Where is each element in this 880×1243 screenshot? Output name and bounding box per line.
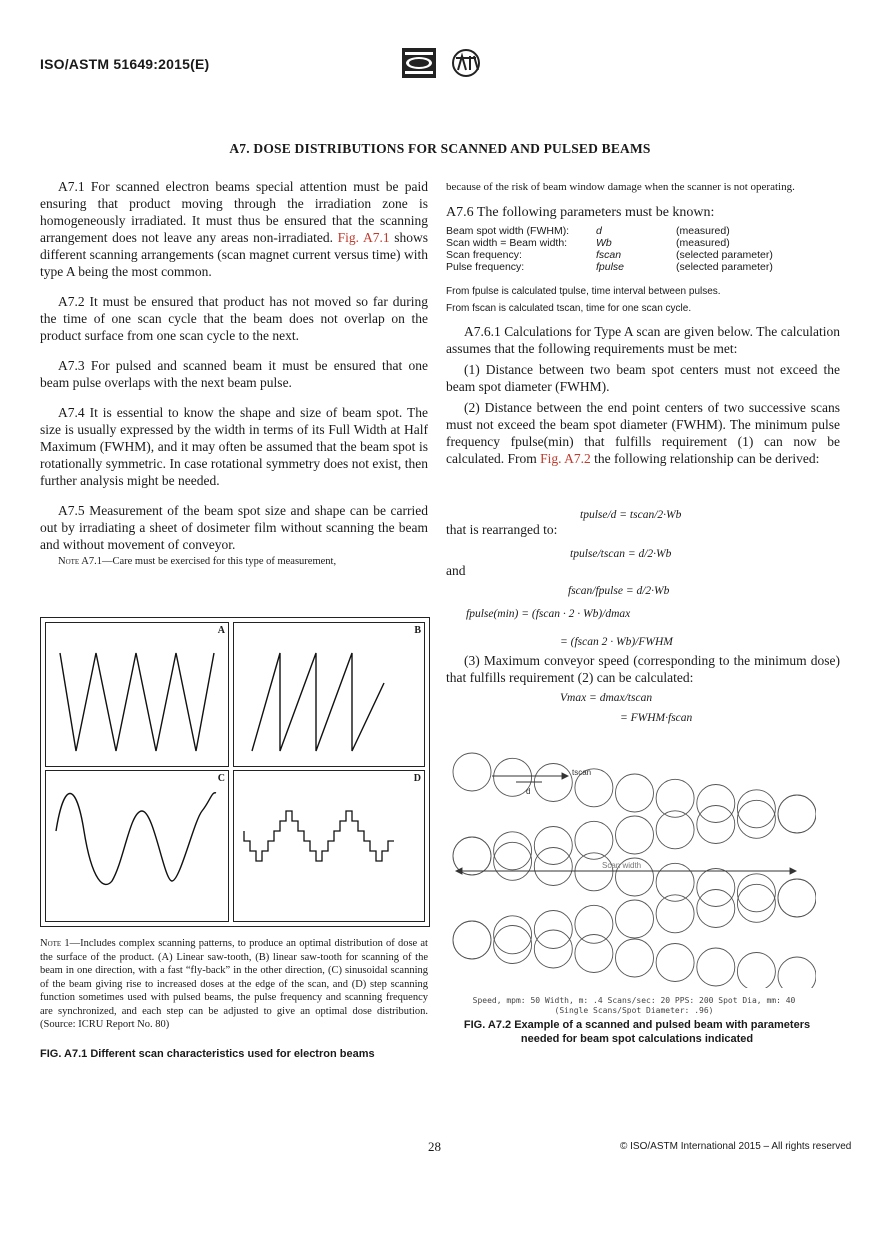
figure-a7-1 xyxy=(40,617,430,927)
panel-c xyxy=(45,770,229,922)
beam-spot xyxy=(697,890,735,928)
beam-spot xyxy=(453,753,491,791)
beam-spot xyxy=(616,816,654,854)
tscan-label: tscan xyxy=(572,768,592,777)
fig-a7-2-readout: Speed, mpm: 50 Width, m: .4 Scans/sec: 20 PPS: 200 Spot Dia, mm: 40 (Single Scans/Spot Diameter: .96) xyxy=(472,996,796,1015)
beam-spot xyxy=(575,853,613,891)
arrow-right-icon xyxy=(790,868,796,874)
from-scan: From fscan is calculated tscan, time for one scan cycle. xyxy=(446,303,692,314)
beam-spot xyxy=(534,930,572,968)
equation-1: tpulse/d = tscan/2·Wb xyxy=(580,509,682,521)
panel-b xyxy=(233,622,425,767)
copyright: © ISO/ASTM International 2015 – All rights reserved xyxy=(620,1141,852,1152)
beam-spot xyxy=(656,811,694,849)
beam-spot xyxy=(778,879,816,917)
panel-label-c: C xyxy=(217,773,225,784)
beam-spot xyxy=(737,953,775,989)
iso-logo-icon xyxy=(402,48,436,78)
beam-spot xyxy=(494,926,532,964)
beam-spot xyxy=(656,863,694,901)
figure-a7-2-diagram xyxy=(452,744,816,988)
scan-width-label: Scan width xyxy=(602,861,642,870)
section-title: A7. DOSE DISTRIBUTIONS FOR SCANNED AND PULSED BEAMS xyxy=(229,141,651,156)
fig-a7-1-caption: FIG. A7.1 Different scan characteristics used for electron beams xyxy=(40,1048,375,1060)
beam-spot xyxy=(697,948,735,986)
panel-label-a: A xyxy=(217,625,225,636)
sawtooth-plot-b xyxy=(234,623,424,766)
param-row: Pulse frequency: fpulse (selected parameter) xyxy=(446,261,773,273)
beam-spot xyxy=(737,790,775,828)
beam-spot xyxy=(616,774,654,812)
note-a7-1: Note A7.1—Care must be exercised for this type of measurement, xyxy=(58,556,337,567)
req-1: (1) Distance between two beam spot centers must not exceed the beam spot diameter (FWHM). xyxy=(446,362,840,394)
beam-spot xyxy=(534,848,572,886)
panel-label-d: D xyxy=(413,773,421,784)
equation-6: Vmax = dmax/tscan xyxy=(560,692,653,704)
beam-spot xyxy=(575,935,613,973)
beam-spot xyxy=(534,911,572,949)
beam-spot xyxy=(453,921,491,959)
beam-spot-circles xyxy=(453,753,816,988)
and-label: and xyxy=(446,563,466,578)
beam-spot xyxy=(737,800,775,838)
equation-4: fpulse(min) = (fscan · 2 · Wb)/dmax xyxy=(466,608,631,620)
equation-7: = FWHM·fscan xyxy=(620,712,693,724)
beam-spot xyxy=(575,821,613,859)
d-label: d xyxy=(526,787,531,796)
step-plot-d xyxy=(234,771,424,921)
sine-plot-c xyxy=(46,771,228,921)
para-a7-6-1: A7.6.1 Calculations for Type A scan are given below. The calculation assumes that the following requirements must be met: xyxy=(446,324,840,356)
parameter-table xyxy=(446,225,786,273)
beam-spot xyxy=(697,806,735,844)
beam-spot xyxy=(616,939,654,977)
beam-spot xyxy=(656,895,694,933)
document-id: ISO/ASTM 51649:2015(E) xyxy=(40,56,210,72)
astm-logo-icon xyxy=(453,50,479,76)
page-number: 28 xyxy=(428,1139,441,1154)
beam-spot xyxy=(616,900,654,938)
req-3: (3) Maximum conveyor speed (corresponding to the minimum dose) that fulfills requirement (2) can be calculated: xyxy=(446,653,840,685)
beam-spot xyxy=(494,842,532,880)
para-a7-4: A7.4 It is essential to know the shape and size of beam spot. The size is usually expressed by the width in terms of its Full Width at Half Maximum (FWHM), and it may often be assumed that the beam spot is rotationally symmetric. In case rotational symmetry does not exist, then further analysis might be needed. xyxy=(40,405,428,488)
beam-spot xyxy=(575,905,613,943)
para-a7-3: A7.3 For pulsed and scanned beam it must be ensured that one beam pulse overlaps with the next beam pulse. xyxy=(40,358,428,390)
fig-a7-2-link[interactable]: Fig. A7.2 xyxy=(540,451,591,466)
panel-label-b: B xyxy=(414,625,421,636)
fig-a7-1-link[interactable]: Fig. A7.1 xyxy=(337,230,390,245)
panel-d xyxy=(233,770,425,922)
beam-spot xyxy=(737,874,775,912)
fig-a7-1-note: Note 1—Includes complex scanning patterns, to produce an optimal distribution of dose at the surface of the product. (A) Linear saw-tooth, (B) linear saw-tooth for scanning of the beam in one direction, with a fast “fly-back” in the other direction, (C) sinusoidal scanning of the beam giving rise to increased doses at the edge of the scan, and (D) step scanning function sometimes used with pulsed beams, the pulse frequency and scanning frequency are synchronized, and each step can be adjusted to give an optimal dose distribution. (Source: ICRU Report No. 80) xyxy=(40,938,428,1030)
equation-2: tpulse/tscan = d/2·Wb xyxy=(570,548,672,560)
param-row: Scan width = Beam width: Wb (measured) xyxy=(446,237,730,249)
right-column xyxy=(446,180,840,469)
beam-spot xyxy=(656,779,694,817)
beam-spot xyxy=(697,785,735,823)
para-a7-6: A7.6 The following parameters must be known: xyxy=(446,205,715,220)
para-a7-1: A7.1 For scanned electron beams special attention must be paid ensuring that product moving through the irradiation zone is homogeneously irradiated. It must thus be ensured that the scanning arrangement does not leave any areas non-irradiated. Fig. A7.1 shows different scanning arrangements (scan magnet current versus time) with type A being the most common. xyxy=(40,179,429,279)
beam-spot xyxy=(778,957,816,988)
beam-spot xyxy=(697,869,735,907)
beam-spot xyxy=(494,832,532,870)
para-a7-2: A7.2 It must be ensured that product has not moved so far during the time of one scan cycle that the beam does not overlap on the product surface from one scan cycle to the next. xyxy=(40,294,428,343)
left-column xyxy=(40,178,428,582)
beam-spot xyxy=(494,916,532,954)
equation-5: = (fscan 2 · Wb)/FWHM xyxy=(560,636,673,648)
beam-spot xyxy=(737,884,775,922)
sawtooth-plot-a xyxy=(46,623,228,766)
arrow-left-icon xyxy=(456,868,462,874)
beam-spot xyxy=(534,764,572,802)
beam-spot xyxy=(778,795,816,833)
arrow-head-icon xyxy=(562,773,568,779)
beam-spot xyxy=(534,827,572,865)
from-pulse: From fpulse is calculated tpulse, time interval between pulses. xyxy=(446,286,721,297)
panel-a xyxy=(45,622,229,767)
continued-note: because of the risk of beam window damage when the scanner is not operating. xyxy=(446,181,795,193)
beam-spot xyxy=(656,944,694,982)
param-row: Beam spot width (FWHM): d (measured) xyxy=(446,225,730,237)
fig-a7-2-caption: FIG. A7.2 Example of a scanned and pulsed beam with parameters needed for beam spot calculations indicated xyxy=(463,1019,811,1045)
req-2: (2) Distance between the end point centers of two successive scans must not exceed the beam spot diameter (FWHM). The minimum pulse frequency fpulse(min) that fulfills requirement (1) can now be calculated. From Fig. A7.2 the following relationship can be derived: xyxy=(446,400,840,466)
iso-astm-logos xyxy=(398,46,508,80)
param-row: Scan frequency: fscan (selected parameter) xyxy=(446,249,773,261)
equation-3: fscan/fpulse = d/2·Wb xyxy=(568,585,670,597)
rearranged-label: that is rearranged to: xyxy=(446,522,558,537)
para-a7-5: A7.5 Measurement of the beam spot size and shape can be carried out by irradiating a sheet of dosimeter film without scanning the beam and without movement of conveyor. xyxy=(40,503,428,552)
